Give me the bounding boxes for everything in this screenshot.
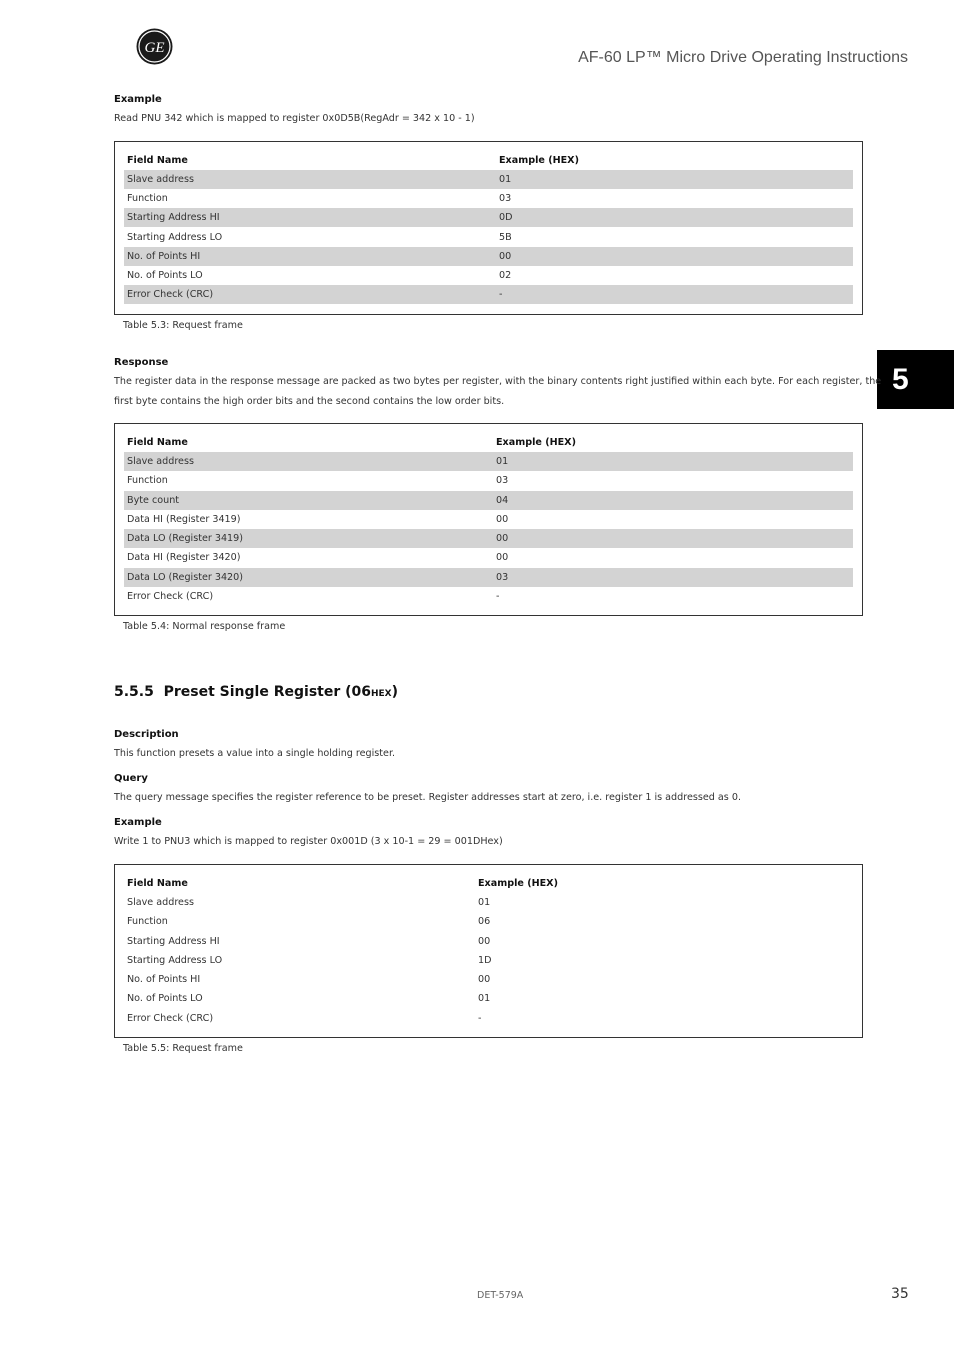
field-name: Starting Address HI: [127, 212, 220, 223]
field-value: 00: [496, 552, 509, 563]
field-value: 01: [499, 174, 512, 185]
field-name: Slave address: [127, 174, 194, 185]
section-subscript: HEX: [371, 689, 392, 699]
field-name: Data LO (Register 3419): [127, 533, 244, 544]
header-example-hex: Example (HEX): [478, 878, 558, 889]
field-name: Slave address: [127, 456, 194, 467]
table-row: [124, 951, 853, 970]
header-example-hex: Example (HEX): [499, 155, 579, 166]
query-label: Query: [114, 773, 148, 784]
field-name: Slave address: [127, 897, 194, 908]
table-row: [124, 452, 853, 471]
field-value: 03: [496, 475, 509, 486]
description-text: This function presets a value into a single holding register.: [114, 748, 396, 759]
field-value: 00: [496, 533, 509, 544]
preset-request-frame-table: [114, 864, 863, 1038]
table-row: [124, 912, 853, 931]
normal-response-frame-table: [114, 423, 863, 616]
field-value: 0D: [499, 212, 513, 223]
field-name: Error Check (CRC): [127, 289, 214, 300]
example-label: Example: [114, 94, 162, 105]
example-text: Read PNU 342 which is mapped to register 0x0D5B(RegAdr = 342 x 10 - 1): [114, 113, 475, 124]
table-caption: Table 5.4: Normal response frame: [123, 621, 286, 632]
field-name: Data HI (Register 3420): [127, 552, 241, 563]
field-value: 03: [496, 572, 509, 583]
field-value: 01: [496, 456, 509, 467]
field-name: Starting Address LO: [127, 232, 223, 243]
field-value: -: [496, 591, 500, 602]
field-name: Function: [127, 475, 168, 486]
field-name: Function: [127, 193, 168, 204]
field-value: 1D: [478, 955, 492, 966]
section-title: Preset Single Register (06: [163, 684, 371, 700]
section-number: 5.5.5: [114, 684, 154, 700]
header-example-hex: Example (HEX): [496, 437, 576, 448]
table-caption: Table 5.3: Request frame: [123, 320, 243, 331]
field-name: Starting Address LO: [127, 955, 223, 966]
table-row: [124, 228, 853, 247]
table-row: [124, 491, 853, 510]
response-label: Response: [114, 357, 169, 368]
description-label: Description: [114, 729, 179, 740]
document-code: DET-579A: [477, 1290, 524, 1301]
field-name: No. of Points HI: [127, 974, 201, 985]
table-header-row: [124, 433, 853, 452]
field-name: Function: [127, 916, 168, 927]
field-value: 06: [478, 916, 491, 927]
table-row: [124, 529, 853, 548]
header-field-name: Field Name: [127, 155, 188, 166]
field-value: 00: [499, 251, 512, 262]
table-caption: Table 5.5: Request frame: [123, 1043, 243, 1054]
query-text: The query message specifies the register reference to be preset. Register addresses start at zero, i.e. register 1 is addressed as 0.: [114, 792, 741, 803]
chapter-tab: 5: [877, 350, 954, 409]
field-name: No. of Points LO: [127, 270, 203, 281]
table-row: [124, 189, 853, 208]
field-name: Data HI (Register 3419): [127, 514, 241, 525]
table-header-row: [124, 874, 853, 893]
field-value: 01: [478, 993, 491, 1004]
table-row: [124, 208, 853, 227]
response-text-line2: first byte contains the high order bits and the second contains the low order bits.: [114, 396, 505, 407]
table-row: [124, 587, 853, 606]
section-close: ): [391, 684, 399, 700]
logo-text: GE: [144, 40, 165, 56]
table-row: [124, 989, 853, 1008]
response-text-line1: The register data in the response message are packed as two bytes per register, with the binary contents right justified within each byte. For each register, the: [114, 376, 882, 387]
table-row: [124, 247, 853, 266]
table-row: [124, 285, 853, 304]
table-row: [124, 510, 853, 529]
field-value: 04: [496, 495, 509, 506]
table-header-row: [124, 151, 853, 170]
field-name: Data LO (Register 3420): [127, 572, 244, 583]
field-name: No. of Points HI: [127, 251, 201, 262]
field-value: 00: [478, 974, 491, 985]
request-frame-table: [114, 141, 863, 315]
document-title: AF-60 LP™ Micro Drive Operating Instructions: [578, 49, 908, 66]
table-row: [124, 266, 853, 285]
field-value: 00: [478, 936, 491, 947]
header-field-name: Field Name: [127, 437, 188, 448]
example-label: Example: [114, 817, 162, 828]
table-row: [124, 932, 853, 951]
example-text: Write 1 to PNU3 which is mapped to register 0x001D (3 x 10-1 = 29 = 001DHex): [114, 836, 503, 847]
table-row: [124, 970, 853, 989]
table-row: [124, 471, 853, 490]
field-value: 02: [499, 270, 512, 281]
table-row: [124, 893, 853, 912]
field-value: 03: [499, 193, 512, 204]
table-row: [124, 568, 853, 587]
field-name: Error Check (CRC): [127, 1013, 214, 1024]
table-row: [124, 1009, 853, 1028]
field-value: 5B: [499, 232, 512, 243]
field-name: Starting Address HI: [127, 936, 220, 947]
field-name: Byte count: [127, 495, 180, 506]
field-name: Error Check (CRC): [127, 591, 214, 602]
field-value: 00: [496, 514, 509, 525]
field-value: 01: [478, 897, 491, 908]
section-heading: [114, 684, 398, 700]
header-field-name: Field Name: [127, 878, 188, 889]
table-row: [124, 548, 853, 567]
field-value: -: [499, 289, 503, 300]
field-value: -: [478, 1013, 482, 1024]
ge-logo: [136, 28, 173, 65]
table-row: [124, 170, 853, 189]
page-number: 35: [891, 1286, 909, 1302]
field-name: No. of Points LO: [127, 993, 203, 1004]
